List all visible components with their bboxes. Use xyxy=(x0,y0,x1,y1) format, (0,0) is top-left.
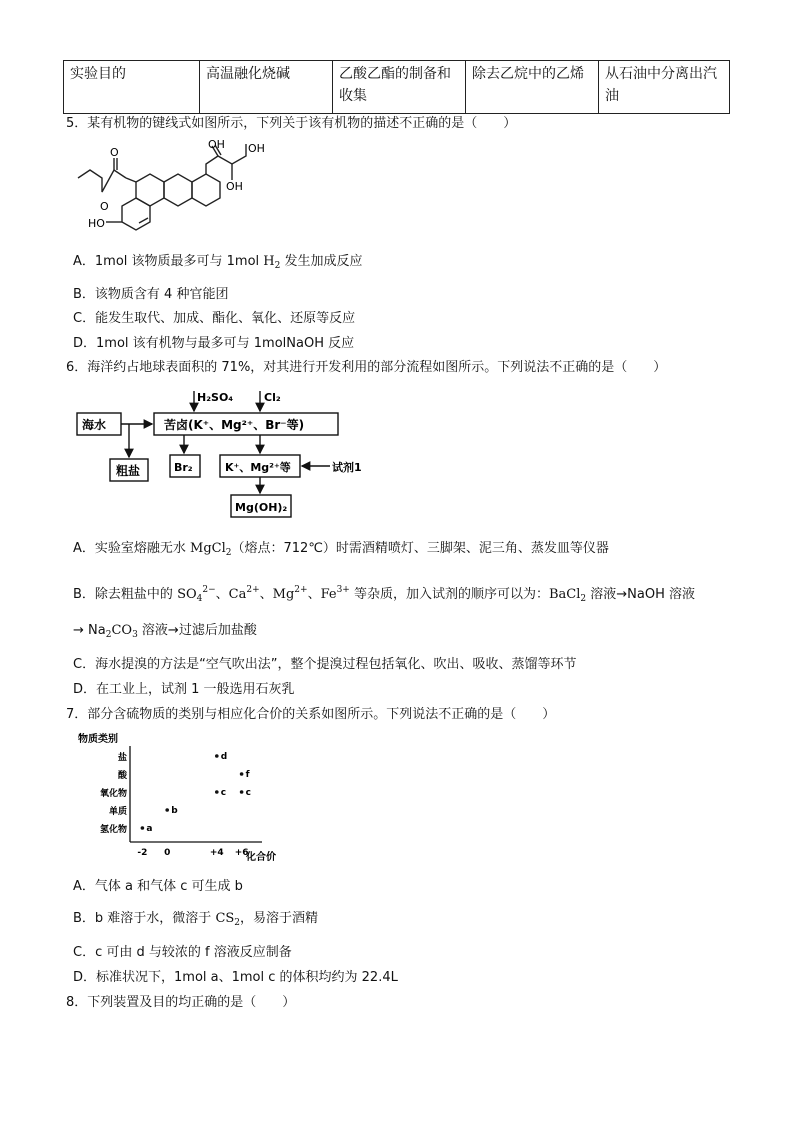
structure-label: OH xyxy=(226,180,243,193)
table-cell: 除去乙烷中的乙烯 xyxy=(466,61,599,114)
flow-label-reagent1: 试剂1 xyxy=(332,461,362,474)
data-point xyxy=(240,772,244,776)
subscript: 2 xyxy=(274,261,281,271)
option-7c: C．c 可由 d 与较浓的 f 溶液反应制备 xyxy=(73,945,292,960)
data-point-label: a xyxy=(146,824,153,834)
formula: 、Ca xyxy=(215,587,247,602)
flow-node-seawater: 海水 xyxy=(82,418,107,432)
y-tick-label: 酸 xyxy=(117,771,127,781)
formula: BaCl xyxy=(549,587,581,602)
option-6d: D．在工业上，试剂 1 一般选用石灰乳 xyxy=(73,682,295,697)
question-6-stem: 6．海洋约占地球表面积的 71%，对其进行开发利用的部分流程如图所示。下列说法不正确的是（ ） xyxy=(66,360,667,375)
table-row xyxy=(64,61,730,114)
table-cell: 高温融化烧碱 xyxy=(200,61,333,114)
superscript: 3+ xyxy=(336,585,350,595)
option-text: ，易溶于酒精 xyxy=(240,911,319,926)
option-5c: C．能发生取代、加成、酯化、氧化、还原等反应 xyxy=(73,311,356,326)
y-tick-label: 单质 xyxy=(108,807,127,817)
subscript: 3 xyxy=(132,630,138,640)
option-6b-line1 xyxy=(73,581,695,608)
x-axis-title: 化合价 xyxy=(246,852,276,863)
subscript: 2 xyxy=(225,548,232,558)
subscript: 2 xyxy=(580,594,587,604)
structure-label: OH xyxy=(248,142,265,155)
data-point xyxy=(240,790,244,794)
data-point xyxy=(141,826,145,830)
x-tick-label: +4 xyxy=(209,848,224,858)
flow-label-h2so4: H₂SO₄ xyxy=(197,391,234,404)
option-text: A．1mol 该物质最多可与 1mol xyxy=(73,254,264,269)
data-point xyxy=(215,754,219,758)
structure-label: O xyxy=(110,146,119,159)
table-cell: 乙酸乙酯的制备和收集 xyxy=(333,61,466,114)
formula: SO xyxy=(177,587,197,602)
formula: CS xyxy=(215,911,235,926)
data-point-label: d xyxy=(220,752,228,762)
data-point xyxy=(215,790,219,794)
data-point-label: c xyxy=(220,788,227,798)
formula: H xyxy=(263,254,275,269)
structure-diagram xyxy=(70,140,270,240)
experiment-table xyxy=(63,60,730,114)
data-point-label: f xyxy=(245,770,250,780)
option-7d: D．标准状况下，1mol a、1mol c 的体积均约为 22.4L xyxy=(73,970,398,985)
option-text: 溶液→过滤后加盐酸 xyxy=(137,623,257,638)
formula: → Na xyxy=(73,623,106,638)
formula: CO xyxy=(111,623,133,638)
y-tick-label: 氢化物 xyxy=(99,825,127,835)
y-tick-label: 氧化物 xyxy=(99,789,127,799)
subscript: 2 xyxy=(105,630,112,640)
option-text: 等杂质，加入试剂的顺序可以为： xyxy=(349,587,549,602)
structure-label: OH xyxy=(208,140,225,151)
structure-label: O xyxy=(100,200,109,213)
flow-node-k-mg: K⁺、Mg²⁺等 xyxy=(225,461,291,474)
option-7a: A．气体 a 和气体 c 可生成 b xyxy=(73,879,243,894)
option-7b xyxy=(73,910,318,932)
option-5a xyxy=(73,253,363,275)
table-cell: 实验目的 xyxy=(64,61,200,114)
flow-label-cl2: Cl₂ xyxy=(264,391,281,404)
option-text: B．b 难溶于水，微溶于 xyxy=(73,911,216,926)
y-tick-label: 盐 xyxy=(117,753,127,763)
x-tick-label: 0 xyxy=(164,848,171,858)
data-point-label: c xyxy=(245,788,251,798)
y-axis-title: 物质类别 xyxy=(78,734,118,745)
option-6b-line2 xyxy=(73,622,257,644)
question-8-stem: 8．下列装置及目的均正确的是（ ） xyxy=(66,995,296,1010)
question-7-stem: 7．部分含硫物质的类别与相应化合价的关系如图所示。下列说法不正确的是（ ） xyxy=(66,707,556,722)
x-tick-label: -2 xyxy=(137,848,148,858)
flow-node-crude-salt: 粗盐 xyxy=(116,464,141,478)
flow-node-mgoh2: Mg(OH)₂ xyxy=(235,501,288,514)
option-5b: B．该物质含有 4 种官能团 xyxy=(73,287,229,302)
option-text: A．实验室熔融无水 xyxy=(73,541,191,556)
superscript: 2− xyxy=(202,585,216,595)
subscript: 4 xyxy=(196,594,203,604)
formula: 、Fe xyxy=(307,587,337,602)
option-text: B．除去粗盐中的 xyxy=(73,587,178,602)
option-6c: C．海水提溴的方法是“空气吹出法”，整个提溴过程包括氧化、吹出、吸收、蒸馏等环节 xyxy=(73,657,577,672)
data-point-label: b xyxy=(171,806,178,816)
question-5-stem: 5．某有机物的键线式如图所示，下列关于该有机物的描述不正确的是（ ） xyxy=(66,116,517,131)
superscript: 2+ xyxy=(294,585,308,595)
formula: 、Mg xyxy=(259,587,295,602)
structure-label: HO xyxy=(88,217,105,230)
flow-node-br2: Br₂ xyxy=(174,461,193,474)
option-5d: D．1mol 该有机物与最多可与 1molNaOH 反应 xyxy=(73,336,355,351)
subscript: 2 xyxy=(234,918,241,928)
superscript: 2+ xyxy=(246,585,260,595)
data-point xyxy=(165,808,169,812)
option-text: （熔点：712℃）时需酒精喷灯、三脚架、泥三角、蒸发皿等仪器 xyxy=(231,541,609,556)
flow-diagram xyxy=(74,385,374,520)
flow-node-brine: 苦卤(K⁺、Mg²⁺、Br⁻等) xyxy=(164,418,305,432)
table-cell: 从石油中分离出汽油 xyxy=(599,61,730,114)
option-text: 溶液→NaOH 溶液 xyxy=(586,587,696,602)
option-text: 发生加成反应 xyxy=(280,254,363,269)
x-tick-label: +6 xyxy=(234,848,249,858)
valence-chart xyxy=(74,730,294,865)
option-6a xyxy=(73,540,609,562)
formula: MgCl xyxy=(190,541,226,556)
